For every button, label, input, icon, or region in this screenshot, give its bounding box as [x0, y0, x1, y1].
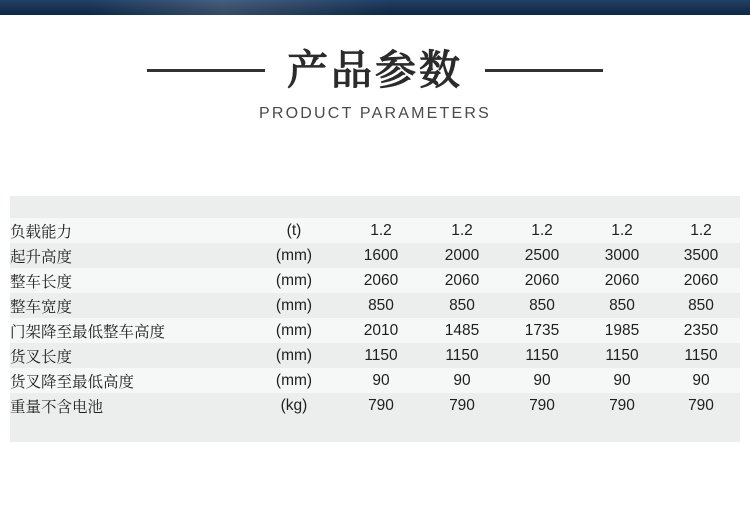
- page-title: 产品参数: [287, 47, 463, 93]
- row-value: 3500: [683, 246, 719, 264]
- parameters-panel: [10, 196, 740, 442]
- row-value: 1985: [582, 318, 662, 343]
- table-row: [10, 218, 740, 243]
- row-value: 1150: [525, 346, 559, 364]
- row-label: 负载能力: [10, 218, 248, 243]
- row-unit: (mm): [275, 246, 313, 264]
- row-unit: (mm): [275, 296, 313, 314]
- row-value: 2350: [662, 318, 740, 343]
- row-value: 850: [688, 296, 714, 314]
- row-value: 90: [662, 368, 740, 393]
- row-value: 1150: [445, 346, 479, 364]
- parameters-table-body: [10, 218, 740, 418]
- row-value: 790: [368, 396, 394, 414]
- title-rule-left: [147, 69, 265, 72]
- row-label: 起升高度: [10, 248, 73, 266]
- row-value: 790: [688, 396, 714, 414]
- row-value: 90: [502, 368, 582, 393]
- table-row: [10, 243, 740, 268]
- row-value: 1.2: [662, 218, 740, 243]
- row-value: 1150: [605, 346, 639, 364]
- bottom-margin: [0, 496, 750, 522]
- row-value: 1150: [684, 346, 718, 364]
- table-row: [10, 343, 740, 368]
- row-label: 整车宽度: [10, 298, 73, 316]
- row-value: 1.2: [502, 218, 582, 243]
- row-value: 90: [422, 368, 502, 393]
- row-label: 货叉长度: [10, 348, 73, 366]
- row-value: 3000: [604, 246, 640, 264]
- row-label: 货叉降至最低高度: [10, 368, 248, 393]
- row-value: 790: [449, 396, 475, 414]
- title-rule-right: [485, 69, 603, 72]
- table-row: [10, 268, 740, 293]
- row-label: 门架降至最低整车高度: [10, 318, 248, 343]
- row-unit: (kg): [280, 396, 308, 414]
- row-value: 90: [340, 368, 422, 393]
- row-value: 2060: [662, 268, 740, 293]
- title-row: [0, 48, 750, 93]
- table-row: [10, 293, 740, 318]
- row-value: 1600: [363, 246, 399, 264]
- row-value: 1485: [422, 318, 502, 343]
- row-label: 整车长度: [10, 268, 248, 293]
- table-row: [10, 368, 740, 393]
- row-unit: (mm): [248, 318, 340, 343]
- row-unit: (t): [248, 218, 340, 243]
- row-value: 90: [582, 368, 662, 393]
- row-label: 重量不含电池: [10, 398, 104, 416]
- row-value: 1735: [502, 318, 582, 343]
- row-value: 850: [449, 296, 475, 314]
- row-value: 2060: [502, 268, 582, 293]
- table-row: [10, 318, 740, 343]
- row-value: 2060: [340, 268, 422, 293]
- row-value: 2010: [340, 318, 422, 343]
- row-value: 1150: [364, 346, 398, 364]
- page-title-block: [0, 48, 750, 123]
- page-subtitle: PRODUCT PARAMETERS: [259, 105, 491, 123]
- row-unit: (mm): [248, 368, 340, 393]
- row-value: 790: [609, 396, 635, 414]
- row-value: 2000: [444, 246, 480, 264]
- row-value: 850: [529, 296, 555, 314]
- row-value: 2500: [524, 246, 560, 264]
- row-value: 850: [368, 296, 394, 314]
- row-value: 850: [609, 296, 635, 314]
- band-sheen: [88, 0, 388, 15]
- row-value: 1.2: [422, 218, 502, 243]
- row-unit: (mm): [248, 268, 340, 293]
- parameters-table: [10, 218, 740, 418]
- row-unit: (mm): [275, 346, 313, 364]
- row-value: 1.2: [340, 218, 422, 243]
- row-value: 1.2: [582, 218, 662, 243]
- row-value: 2060: [582, 268, 662, 293]
- row-value: 790: [529, 396, 555, 414]
- table-row: [10, 393, 740, 418]
- top-decorative-band: [0, 0, 750, 15]
- row-value: 2060: [422, 268, 502, 293]
